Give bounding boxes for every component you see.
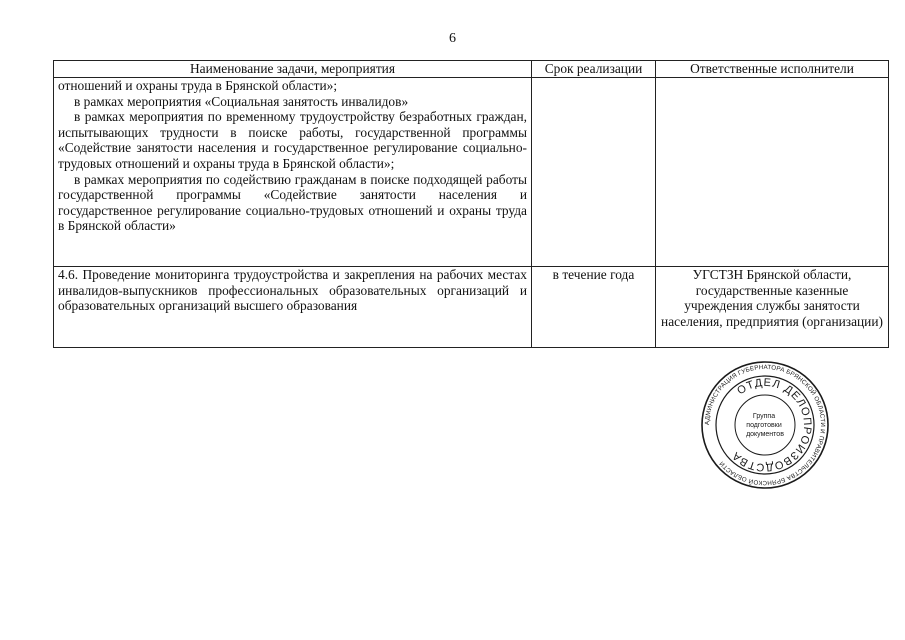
- task-paragraph: в рамках мероприятия «Социальная занятость инвалидов»: [74, 93, 409, 109]
- table-row: [54, 267, 889, 348]
- office-stamp: [700, 360, 830, 490]
- term-cell: в течение года: [532, 267, 656, 348]
- page-number: 6: [449, 31, 456, 46]
- task-paragraph: в рамках мероприятия по содействию гражданам в поиске подходящей работы государственной программы «Содействие занятости населения и государственное регулирование социально-трудовых отношений и охраны труда в Брянской области»: [58, 171, 527, 234]
- stamp-center-line: подготовки: [746, 422, 782, 429]
- stamp-outer-text: АДМИНИСТРАЦИЯ ГУБЕРНАТОРА БРЯНСКОЙ ОБЛАСТИ И ПРАВИТЕЛЬСТВА БРЯНСКОЙ ОБЛАСТИ: [703, 363, 827, 487]
- stamp-center-line: Группа: [752, 413, 776, 420]
- header-responsible: Ответственные исполнители: [656, 61, 889, 78]
- task-paragraph: отношений и охраны труда в Брянской области»;: [58, 78, 338, 93]
- stamp-center-line: документов: [746, 431, 784, 438]
- header-term: Срок реализации: [532, 61, 656, 78]
- task-paragraph: в рамках мероприятия по временному трудоустройству безработных граждан, испытывающих трудности в поиске работы, государственной программы «Содействие занятости населения и государственное регулирование социально-трудовых отношений и охраны труда в Брянской области»;: [58, 109, 527, 171]
- stamp-inner-text: ОТДЕЛ ДЕЛОПРОИЗВОДСТВА: [729, 376, 814, 474]
- task-cell: [54, 78, 532, 267]
- term-cell: [532, 78, 656, 267]
- responsible-cell: УГСТЗН Брянской области, государственные казенные учреждения службы занятости населения, предприятия (организации): [656, 267, 889, 348]
- table-row: [54, 78, 889, 267]
- responsible-cell: [656, 78, 889, 267]
- task-cell: [54, 267, 532, 348]
- header-task: Наименование задачи, мероприятия: [54, 61, 532, 78]
- task-paragraph: 4.6. Проведение мониторинга трудоустройства и закрепления на рабочих местах инвалидов-выпускников профессиональных образовательных организаций и образовательных организаций высшего образования: [58, 267, 527, 314]
- plan-table: [53, 60, 889, 348]
- svg-text:Группа подготовки доку: [746, 413, 784, 438]
- table-header-row: [54, 61, 889, 78]
